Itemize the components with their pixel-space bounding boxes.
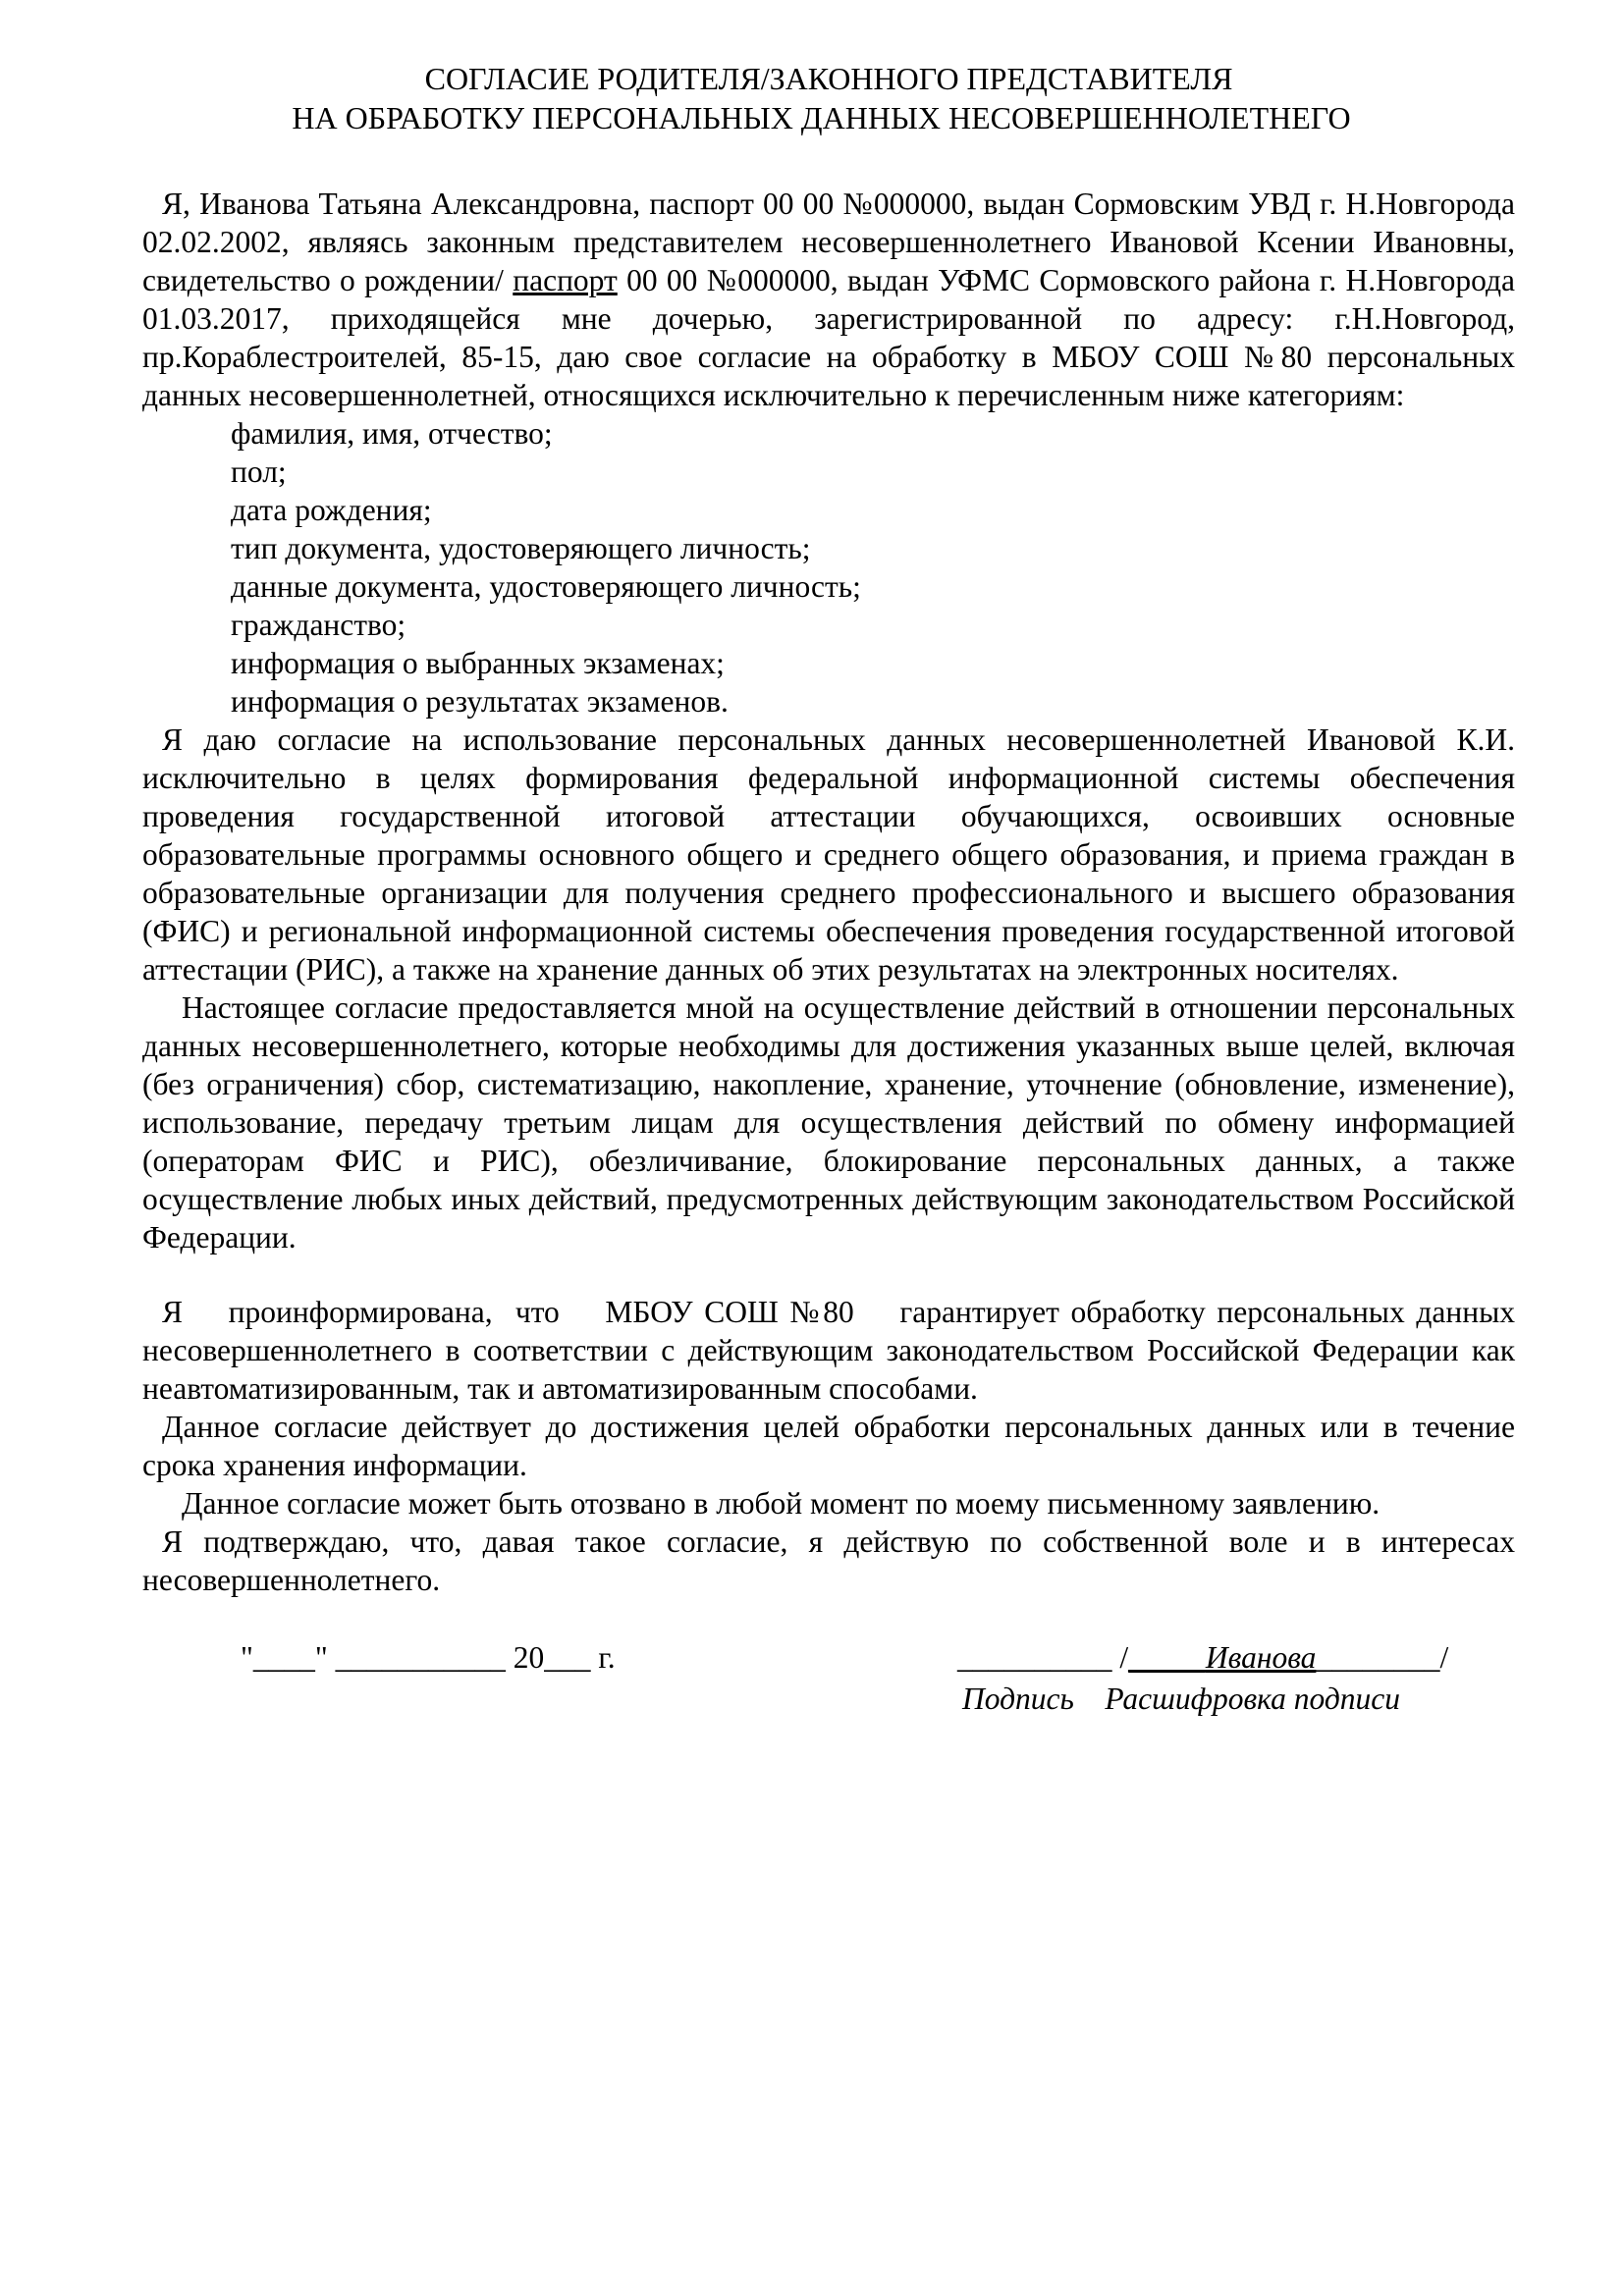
signature-line bbox=[957, 1638, 1448, 1677]
list-item: информация о выбранных экзаменах; bbox=[231, 646, 725, 680]
list-item: фамилия, имя, отчество; bbox=[231, 416, 553, 451]
list-item: тип документа, удостоверяющего личность; bbox=[231, 531, 811, 565]
name-blank-pre: _____ bbox=[1128, 1640, 1206, 1675]
validity-paragraph: Данное согласие действует до достижения целей обработки персональных данных или в течение срока хранения информации. bbox=[142, 1410, 1515, 1482]
list-item: информация о результатах экзаменов. bbox=[231, 684, 729, 719]
confirmation-paragraph: Я подтверждаю, что, давая такое согласие, я действую по собственной воле и в интересах несовершеннолетнего. bbox=[142, 1524, 1515, 1597]
document-body bbox=[142, 59, 1523, 1756]
title-line-2: НА ОБРАБОТКУ ПЕРСОНАЛЬНЫХ ДАННЫХ НЕСОВЕРШЕННОЛЕТНЕГО bbox=[292, 100, 1351, 135]
name-blank-post: ________/ bbox=[1316, 1640, 1449, 1675]
signer-name: Иванова bbox=[1205, 1640, 1317, 1675]
intro-paragraph bbox=[142, 185, 1515, 414]
list-item: дата рождения; bbox=[231, 493, 432, 527]
data-categories-list bbox=[142, 414, 1515, 721]
date-line: "____" ___________ 20___ г. bbox=[241, 1640, 616, 1675]
list-item: гражданство; bbox=[231, 608, 406, 642]
actions-paragraph: Настоящее согласие предоставляется мной на осуществление действий в отношении персональных данных несовершеннолетнего, которые необходимы для достижения указанных выше целей, включая (без ограничения) сбор, систематизацию, накопление, хранение, уточнение (обновление, изменение), использование, передачу третьим лицам для осуществления действий по обмену информацией (операторам ФИС и РИС), обезличивание, блокирование персональных данных, а также осуществление любых иных действий, предусмотренных действующим законодательством Российской Федерации. bbox=[142, 990, 1515, 1255]
revocation-paragraph: Данное согласие может быть отозвано в любой момент по моему письменному заявлению. bbox=[182, 1486, 1380, 1521]
intro-text-continued: 00 00 №000000, выдан УФМС Сормовского района г. Н.Новгорода 01.03.2017, приходящейся мне дочерью, зарегистрированной по адресу: г.Н.Новгород, пр.Кораблестроителей, 85-15, даю свое согласие на обработку в МБОУ СОШ №80 персональных данных несовершеннолетней, относящихся исключительно к перечисленным ниже категориям: bbox=[142, 263, 1515, 412]
informed-paragraph: Я проинформирована, что МБОУ СОШ №80 гарантирует обработку персональных данных несовершеннолетнего в соответствии с действующим законодательством Российской Федерации как неавтоматизированным, так и автоматизированным способами. bbox=[142, 1295, 1523, 1406]
signature-block bbox=[142, 1638, 1515, 1756]
intro-underlined-word: паспорт bbox=[513, 263, 618, 297]
signature-caption: Подпись Расшифровка подписи bbox=[962, 1682, 1400, 1716]
title-line-1: СОГЛАСИЕ РОДИТЕЛЯ/ЗАКОННОГО ПРЕДСТАВИТЕЛЯ bbox=[424, 61, 1233, 96]
purpose-paragraph: Я даю согласие на использование персональных данных несовершеннолетней Ивановой К.И. исключительно в целях формирования федеральной информационной системы обеспечения проведения государственной итоговой аттестации обучающихся, освоивших основные образовательные программы основного общего и среднего общего образования, и приема граждан в образовательные организации для получения среднего профессионального и высшего образования (ФИС) и региональной информационной системы обеспечения проведения государственной итоговой аттестации (РИС), а также на хранение данных об этих результатах на электронных носителях. bbox=[142, 722, 1515, 987]
list-item: пол; bbox=[231, 454, 287, 489]
document-title bbox=[142, 59, 1515, 137]
signature-blank: __________ / bbox=[957, 1640, 1129, 1675]
list-item: данные документа, удостоверяющего личность; bbox=[231, 569, 861, 604]
intro-text: Я, Иванова Татьяна Александровна, паспорт 00 00 №000000, выдан Сормовским УВД г. Н.Новгорода 02.02.2002, являясь законным представителем несовершеннолетнего Ивановой Ксении Ивановны, свидетельство о рождении/ bbox=[142, 187, 1515, 297]
